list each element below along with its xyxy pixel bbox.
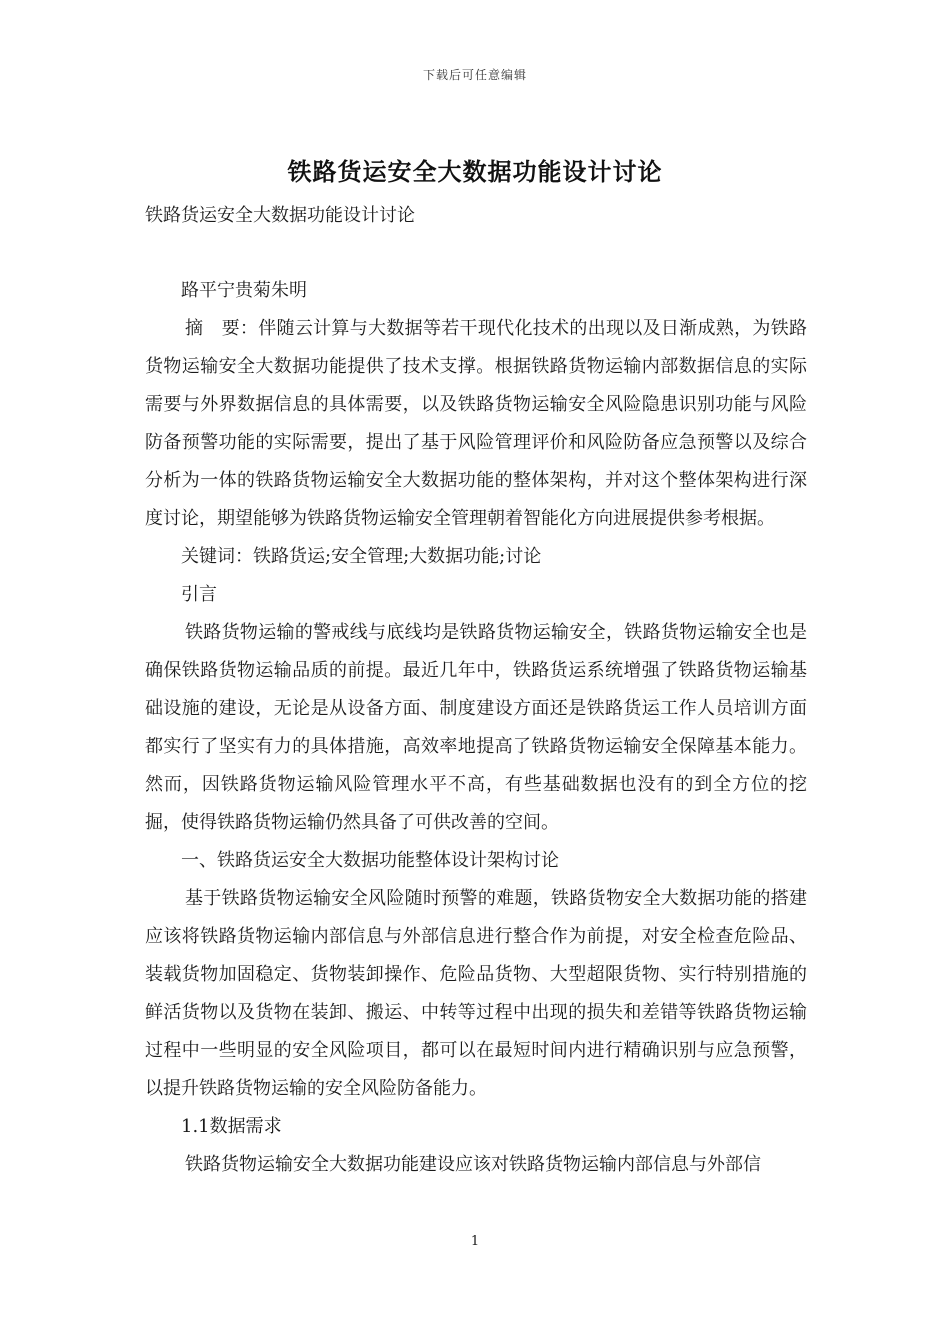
subsection-paragraph: 铁路货物运输安全大数据功能建设应该对铁路货物运输内部信息与外部信 [185,1154,761,1175]
abstract-paragraph: 摘 要：伴随云计算与大数据等若干现代化技术的出现以及日渐成熟，为铁路货物运输安全大数据功能提供了技术支撑。根据铁路货物运输内部数据信息的实际需要与外界数据信息的具体需要，以及铁路货物运输安全风险隐患识别功能与风险防备预警功能的实际需要，提出了基于风险管理评价和风险防备应急预警以及综合分析为一体的铁路货物运输安全大数据功能的整体架构，并对这个整体架构进行深度讨论，期望能够为铁路货物运输安全管理朝着智能化方向进展提供参考根据。 [145,318,807,529]
section1-heading: 一、铁路货运安全大数据功能整体设计架构讨论 [181,850,559,871]
intro-heading: 引言 [181,584,217,605]
page-number: 1 [470,1234,480,1249]
keywords: 关键词：铁路货运;安全管理;大数据功能;讨论 [181,546,542,567]
header-note: 下载后可任意编辑 [422,68,527,82]
document-subtitle: 铁路货运安全大数据功能设计讨论 [145,205,415,226]
document-title: 铁路货运安全大数据功能设计讨论 [287,158,663,186]
authors: 路平宁贵菊朱明 [181,280,307,301]
intro-paragraph: 铁路货物运输的警戒线与底线均是铁路货物运输安全，铁路货物运输安全也是确保铁路货物运输品质的前提。最近几年中，铁路货运系统增强了铁路货物运输基础设施的建设，无论是从设备方面、制度建设方面还是铁路货运工作人员培训方面都实行了坚实有力的具体措施，高效率地提高了铁路货物运输安全保障基本能力。然而，因铁路货物运输风险管理水平不高，有些基础数据也没有的到全方位的挖掘，使得铁路货物运输仍然具备了可供改善的空间。 [145,622,807,833]
document-body [145,272,807,1184]
subsection-heading: 1.1数据需求 [181,1116,282,1137]
section1-paragraph: 基于铁路货物运输安全风险随时预警的难题，铁路货物安全大数据功能的搭建应该将铁路货物运输内部信息与外部信息进行整合作为前提，对安全检查危险品、装载货物加固稳定、货物装卸操作、危险品货物、大型超限货物、实行特别措施的鲜活货物以及货物在装卸、搬运、中转等过程中出现的损失和差错等铁路货物运输过程中一些明显的安全风险项目，都可以在最短时间内进行精确识别与应急预警，以提升铁路货物运输的安全风险防备能力。 [145,888,807,1099]
